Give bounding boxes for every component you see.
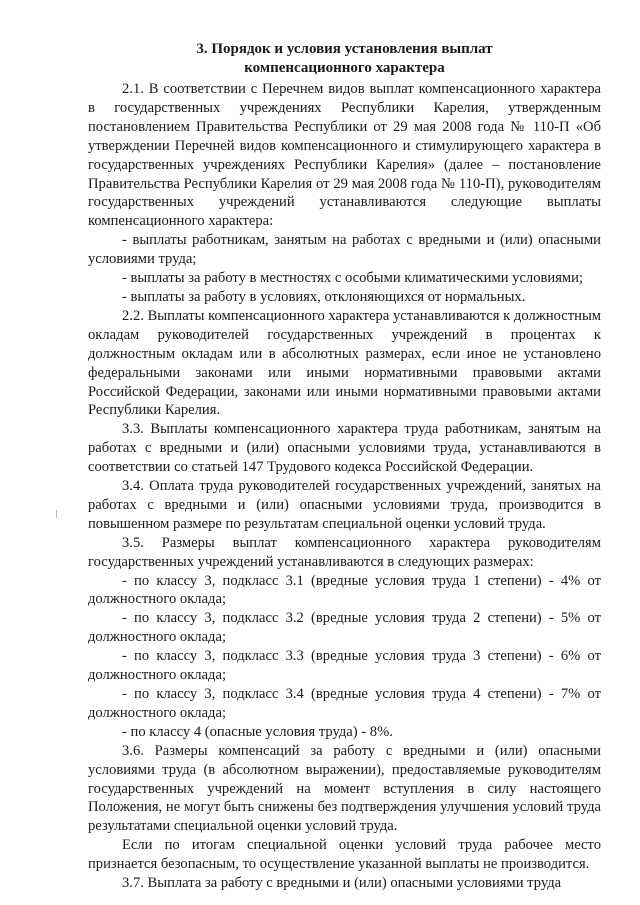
list-item-climatic-conditions: - выплаты за работу в местностях с особыми климатическими условиями; bbox=[122, 270, 584, 287]
list-item-class-3-4: - по классу 3, подкласс 3.4 (вредные условия труда 4 степени) - 7% от должностного оклада; bbox=[88, 686, 601, 721]
scan-artifact-mark bbox=[56, 510, 57, 518]
paragraph-3-6-note: Если по итогам специальной оценки условий труда рабочее место признается безопасным, то осуществление указанной выплаты не производится. bbox=[88, 837, 601, 873]
list-item-harmful-conditions: - выплаты работникам, занятым на работах с вредными и (или) опасными условиями труда; bbox=[88, 232, 601, 268]
section-heading-line-2: компенсационного характера bbox=[244, 60, 445, 76]
paragraph-3-5: 3.5. Размеры выплат компенсационного характера руководителям государственных учреждений устанавливаются в следующих размерах: bbox=[88, 534, 601, 570]
section-heading bbox=[88, 40, 601, 78]
paragraph-2-2: 2.2. Выплаты компенсационного характера устанавливаются к должностным окладам руководителей государственных учреждений в процентах к должностным окладам или в абсолютных размерах, если иное не установлено федеральными законами или иными нормативными правовыми актами Российской Федерации, законами или иными нормативными правовыми актами Республики Карелия. bbox=[88, 307, 601, 419]
paragraph-3-4: 3.4. Оплата труда руководителей государственных учреждений, занятых на работах с вредными и (или) опасными условиями труда, производится в повышенном размере по результатам специальной оценки условий труда. bbox=[88, 478, 601, 532]
paragraph-3-6: 3.6. Размеры компенсаций за работу с вредными и (или) опасными условиями труда (в абсолютном выражении), предоставляемые руководителям государственных учреждений на момент вступления в силу настоящего Положения, не могут быть снижены без подтверждения улучшения условий труда результатами специальной оценки условий труда. bbox=[88, 742, 601, 835]
list-item-class-3-1: - по классу 3, подкласс 3.1 (вредные условия труда 1 степени) - 4% от должностного оклада; bbox=[88, 572, 601, 608]
list-item-class-3-2: - по классу 3, подкласс 3.2 (вредные условия труда 2 степени) - 5% от должностного оклада; bbox=[88, 610, 601, 646]
document-page bbox=[88, 40, 601, 893]
paragraph-3-3: 3.3. Выплаты компенсационного характера труда работникам, занятым на работах с вредными и (или) опасными условиями труда, устанавливаются в соответствии со статьей 147 Трудового кодекса Российской Федерации. bbox=[88, 421, 601, 476]
section-heading-line-1: 3. Порядок и условия установления выплат bbox=[196, 41, 493, 57]
list-item-class-3-3: - по классу 3, подкласс 3.3 (вредные условия труда 3 степени) - 6% от должностного оклада; bbox=[88, 648, 601, 684]
paragraph-3-7: 3.7. Выплата за работу с вредными и (или) опасными условиями труда bbox=[122, 875, 562, 892]
paragraph-2-1: 2.1. В соответствии с Перечнем видов выплат компенсационного характера в государственных учреждениях Республики Карелия, утвержденным постановлением Правительства Республики от 29 мая 2008 года № 110-П «Об утверждении Перечней видов компенсационного и стимулирующего характера в государственных учреждениях Республики Карелия» (далее – постановление Правительства Республики Карелия от 29 мая 2008 года № 110-П), руководителям государственных учреждений устанавливаются следующие выплаты компенсационного характера: bbox=[88, 81, 601, 230]
list-item-abnormal-conditions: - выплаты за работу в условиях, отклоняющихся от нормальных. bbox=[122, 288, 526, 305]
list-item-class-4: - по классу 4 (опасные условия труда) - 8%. bbox=[122, 723, 393, 740]
